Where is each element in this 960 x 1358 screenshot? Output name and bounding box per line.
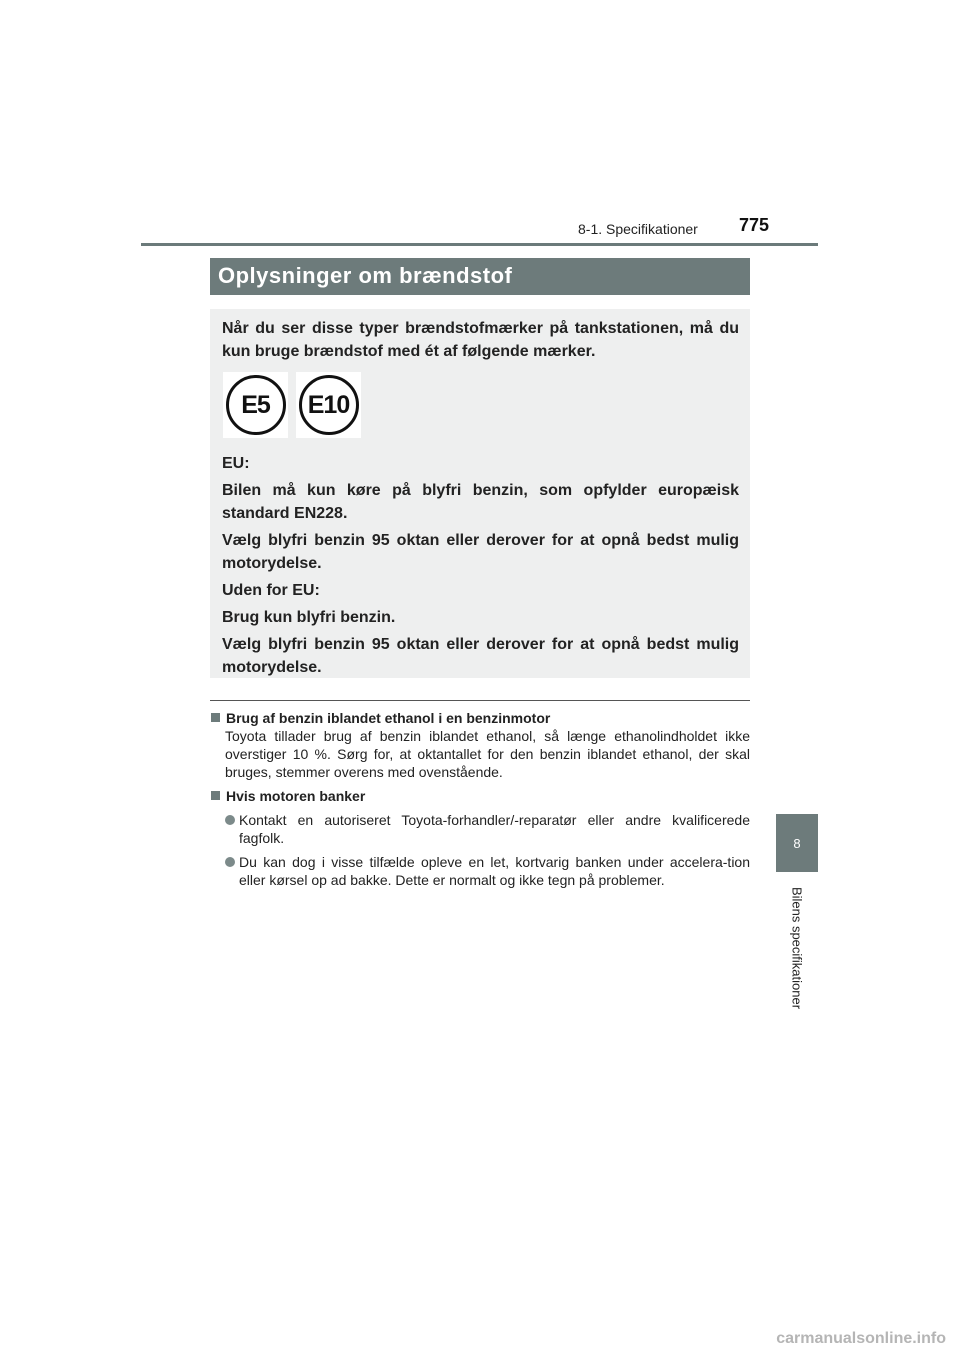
non-eu-heading: Uden for EU:	[222, 582, 320, 599]
note-body-ethanol: Toyota tillader brug af benzin iblandet ethanol, så længe ethanolindholdet ikke overstiger 10 %. Sørg for, at oktantallet for den benzin iblandet ethanol, der skal bruges, stemmer overens med ovenstående.	[225, 728, 750, 780]
fuel-label-e10-text: E10	[299, 375, 359, 435]
eu-octane-advice: Vælg blyfri benzin 95 oktan eller derover for at opnå bedst mulig motorydelse.	[222, 532, 739, 572]
fuel-label-e5	[223, 372, 288, 438]
notes-divider	[210, 700, 750, 701]
non-eu-requirement: Brug kun blyfri benzin.	[222, 609, 396, 626]
square-bullet-icon	[211, 791, 220, 800]
note-heading-knocking-text: Hvis motoren banker	[226, 788, 366, 804]
watermark: carmanualsonline.info	[776, 1330, 946, 1347]
page-number: 775	[739, 215, 770, 235]
notes-section	[210, 709, 750, 889]
chapter-label: Bilens specifikationer	[789, 886, 805, 1010]
section-title: 8-1. Specifikationer	[578, 221, 698, 237]
bullet-text: Kontakt en autoriseret Toyota-forhandler/-reparatør eller andre kvalificerede fagfolk.	[239, 812, 750, 846]
fuel-labels	[223, 372, 739, 438]
non-eu-octane-advice: Vælg blyfri benzin 95 oktan eller derover for at opnå bedst mulig motorydelse.	[222, 636, 739, 676]
fuel-info-box	[210, 309, 750, 678]
note-heading-knocking	[210, 787, 750, 805]
header-divider	[141, 243, 818, 246]
intro-text: Når du ser disse typer brændstofmærker på tankstationen, må du kun bruge brændstof med ét af følgende mærker.	[222, 320, 739, 360]
page-heading: Oplysninger om brændstof	[210, 258, 750, 295]
eu-heading: EU:	[222, 455, 250, 472]
fuel-label-e10	[296, 372, 361, 438]
square-bullet-icon	[211, 713, 220, 722]
fuel-label-e5-text: E5	[226, 375, 286, 435]
list-item	[210, 853, 750, 889]
circle-bullet-icon	[225, 815, 235, 825]
eu-requirement: Bilen må kun køre på blyfri benzin, som opfylder europæisk standard EN228.	[222, 482, 739, 522]
circle-bullet-icon	[225, 857, 235, 867]
list-item	[210, 811, 750, 847]
note-heading-ethanol	[210, 709, 750, 727]
note-heading-ethanol-text: Brug af benzin iblandet ethanol i en benzinmotor	[226, 710, 551, 726]
bullet-text: Du kan dog i visse tilfælde opleve en let, kortvarig banken under accelera-tion eller kørsel op ad bakke. Dette er normalt og ikke tegn på problemer.	[239, 854, 750, 888]
chapter-tab: 8	[776, 814, 818, 872]
